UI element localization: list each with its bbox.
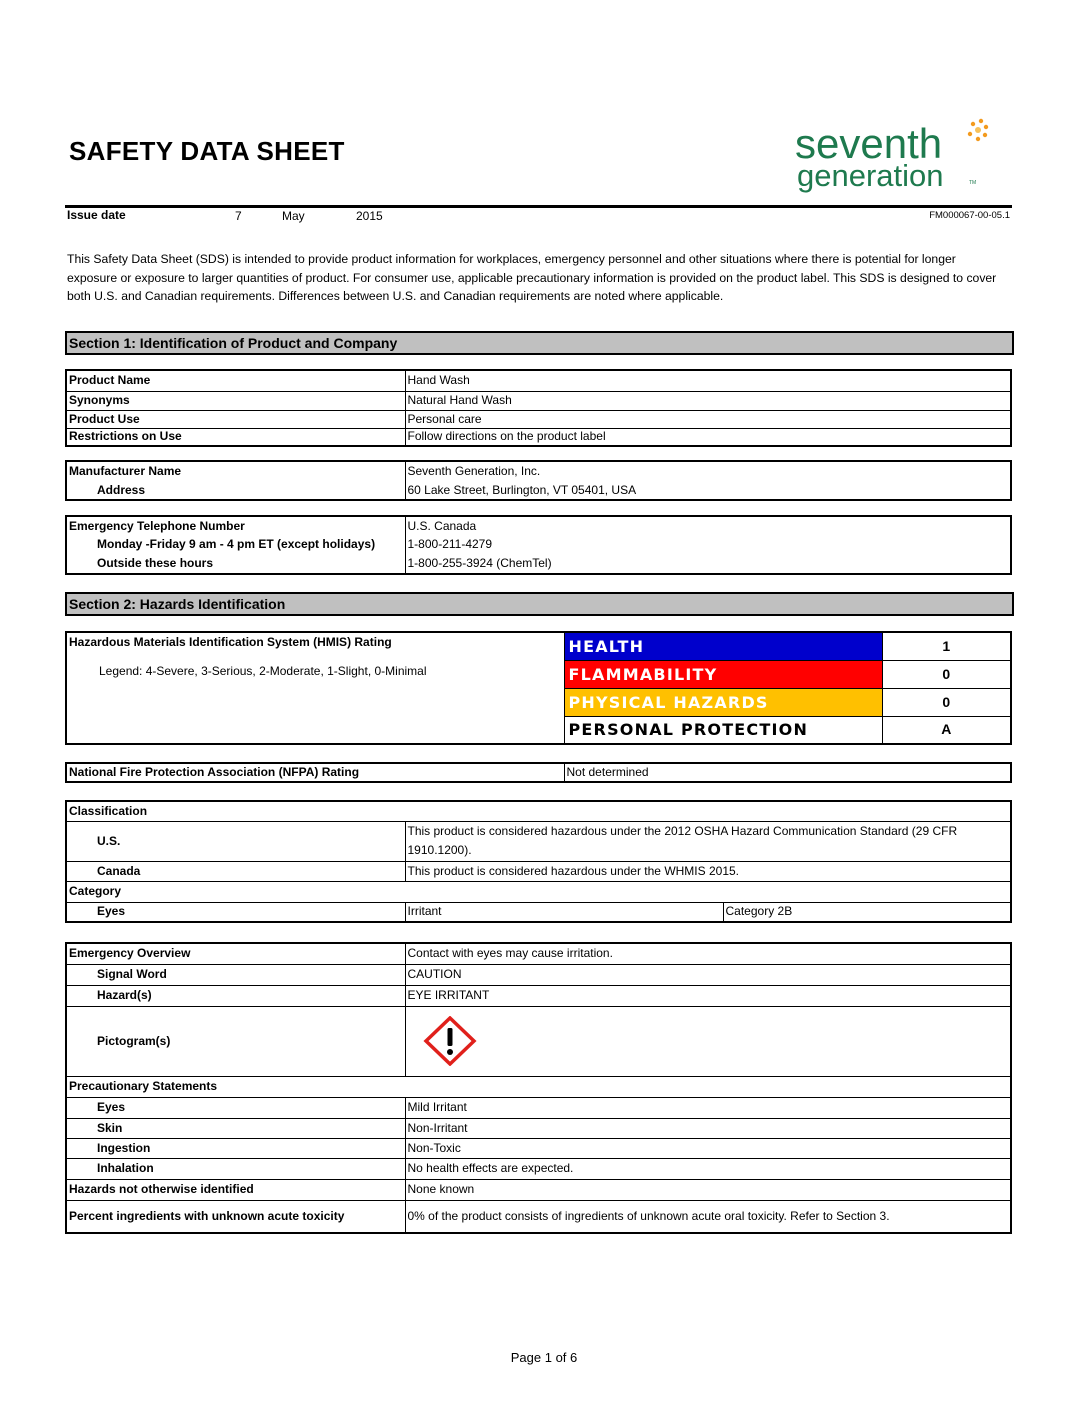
precaution-inhalation-label: Inhalation bbox=[66, 1158, 405, 1179]
emergency-phone-countries: U.S. Canada bbox=[405, 516, 1011, 535]
canada-classification-value: This product is considered hazardous under the WHMIS 2015. bbox=[405, 861, 1011, 881]
hmis-health-label: HEALTH bbox=[564, 632, 882, 660]
category-label: Category bbox=[66, 881, 1011, 902]
category-eyes-value: Irritant bbox=[405, 902, 723, 922]
exclamation-mark-icon bbox=[422, 1016, 478, 1066]
hazards-label: Hazard(s) bbox=[66, 985, 405, 1006]
issue-date-label: Issue date bbox=[67, 208, 126, 222]
section-1-header: Section 1: Identification of Product and Company bbox=[65, 331, 1014, 355]
hmis-label: Hazardous Materials Identification System (HMIS) Rating bbox=[69, 635, 392, 649]
unknown-toxicity-value: 0% of the product consists of ingredients of unknown acute oral toxicity. Refer to Section 3. bbox=[405, 1200, 1011, 1233]
address-label: Address bbox=[66, 481, 405, 500]
signal-word-value: CAUTION bbox=[405, 964, 1011, 985]
hazards-not-otherwise-identified-value: None known bbox=[405, 1179, 1011, 1200]
us-classification-value: This product is considered hazardous under the 2012 OSHA Hazard Communication Standard (29 CFR 1910.1200). bbox=[405, 821, 1011, 861]
header-rule bbox=[65, 205, 1012, 208]
classification-table bbox=[65, 800, 1012, 923]
hmis-health-value: 1 bbox=[882, 632, 1011, 660]
sun-icon bbox=[968, 119, 988, 141]
precaution-eyes-label: Eyes bbox=[66, 1097, 405, 1118]
nfpa-table bbox=[65, 762, 1012, 783]
precaution-ingestion-label: Ingestion bbox=[66, 1138, 405, 1158]
issue-year: 2015 bbox=[356, 209, 383, 223]
document-code: FM000067-00-05.1 bbox=[929, 210, 1010, 221]
precaution-skin-value: Non-Irritant bbox=[405, 1118, 1011, 1138]
classification-label: Classification bbox=[66, 801, 1011, 821]
issue-day: 7 bbox=[235, 209, 242, 223]
precautionary-statements-label: Precautionary Statements bbox=[66, 1076, 1011, 1097]
precaution-ingestion-value: Non-Toxic bbox=[405, 1138, 1011, 1158]
manufacturer-name-label: Manufacturer Name bbox=[66, 461, 405, 481]
logo-word-seventh: seventh bbox=[795, 120, 943, 167]
us-label: U.S. bbox=[66, 821, 405, 861]
weekday-hours-label: Monday -Friday 9 am - 4 pm ET (except holidays) bbox=[66, 535, 405, 554]
hmis-legend: Legend: 4-Severe, 3-Serious, 2-Moderate, 1-Slight, 0-Minimal bbox=[99, 664, 427, 678]
restrictions-label: Restrictions on Use bbox=[66, 428, 405, 446]
pictogram-label: Pictogram(s) bbox=[66, 1006, 405, 1076]
synonyms-label: Synonyms bbox=[66, 391, 405, 410]
category-eyes-category: Category 2B bbox=[723, 902, 1011, 922]
logo-trademark: TM bbox=[969, 180, 977, 186]
hmis-flammability-label: FLAMMABILITY bbox=[564, 660, 882, 688]
product-use-value: Personal care bbox=[405, 410, 1011, 428]
emergency-phone-table bbox=[65, 515, 1012, 575]
hmis-personal-protection-label: PERSONAL PROTECTION bbox=[564, 716, 882, 744]
canada-label: Canada bbox=[66, 861, 405, 881]
nfpa-label: National Fire Protection Association (NFPA) Rating bbox=[66, 763, 564, 782]
seventh-generation-logo bbox=[795, 112, 995, 194]
synonyms-value: Natural Hand Wash bbox=[405, 391, 1011, 410]
logo-word-generation: generation bbox=[797, 158, 944, 193]
hmis-cell bbox=[66, 632, 564, 744]
section-2-header: Section 2: Hazards Identification bbox=[65, 592, 1014, 616]
issue-month: May bbox=[282, 209, 305, 223]
after-hours-phone-value: 1-800-255-3924 (ChemTel) bbox=[405, 554, 1011, 574]
intro-paragraph: This Safety Data Sheet (SDS) is intended to provide product information for workplaces, emergency personnel and other situations where there is potential for longer exposure or exposure to larger quantities of product. For consumer use, applicable precautionary information is provided on the product label. This SDS is designed to cover both U.S. and Canadian requirements. Differences between U.S. and Canadian requirements are noted where applicable. bbox=[67, 252, 997, 303]
product-use-label: Product Use bbox=[66, 410, 405, 428]
weekday-phone-value: 1-800-211-4279 bbox=[405, 535, 1011, 554]
emergency-overview-value: Contact with eyes may cause irritation. bbox=[405, 943, 1011, 964]
restrictions-value: Follow directions on the product label bbox=[405, 428, 1011, 446]
hmis-table bbox=[65, 631, 1012, 745]
page-title: SAFETY DATA SHEET bbox=[69, 136, 345, 166]
hmis-flammability-value: 0 bbox=[882, 660, 1011, 688]
emergency-overview-label: Emergency Overview bbox=[66, 943, 405, 964]
hmis-physical-hazards-label: PHYSICAL HAZARDS bbox=[564, 688, 882, 716]
manufacturer-name-value: Seventh Generation, Inc. bbox=[405, 461, 1011, 481]
product-table bbox=[65, 369, 1012, 447]
precaution-eyes-value: Mild Irritant bbox=[405, 1097, 1011, 1118]
precaution-skin-label: Skin bbox=[66, 1118, 405, 1138]
hazards-value: EYE IRRITANT bbox=[405, 985, 1011, 1006]
emergency-phone-label: Emergency Telephone Number bbox=[66, 516, 405, 535]
precaution-inhalation-value: No health effects are expected. bbox=[405, 1158, 1011, 1179]
unknown-toxicity-label: Percent ingredients with unknown acute toxicity bbox=[66, 1200, 405, 1233]
hazards-not-otherwise-identified-label: Hazards not otherwise identified bbox=[66, 1179, 405, 1200]
signal-word-label: Signal Word bbox=[66, 964, 405, 985]
hmis-personal-protection-value: A bbox=[882, 716, 1011, 744]
hmis-physical-hazards-value: 0 bbox=[882, 688, 1011, 716]
pictogram-cell bbox=[405, 1006, 1011, 1076]
emergency-overview-table bbox=[65, 942, 1012, 1234]
product-name-value: Hand Wash bbox=[405, 370, 1011, 391]
page-number: Page 1 of 6 bbox=[510, 1350, 578, 1365]
nfpa-value: Not determined bbox=[564, 763, 1011, 782]
product-name-label: Product Name bbox=[66, 370, 405, 391]
after-hours-label: Outside these hours bbox=[66, 554, 405, 574]
manufacturer-table bbox=[65, 460, 1012, 501]
address-value: 60 Lake Street, Burlington, VT 05401, USA bbox=[405, 481, 1011, 500]
category-eyes-label: Eyes bbox=[66, 902, 405, 922]
